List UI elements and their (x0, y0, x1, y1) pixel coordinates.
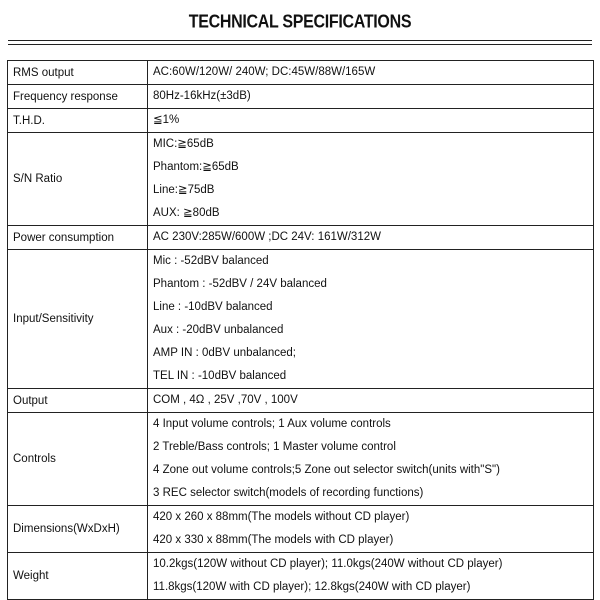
spec-value-line: ≦1% (153, 114, 180, 126)
table-row (8, 506, 594, 553)
spec-value-line: AC:60W/120W/ 240W; DC:45W/88W/165W (153, 66, 376, 78)
spec-value (148, 133, 594, 226)
table-row (8, 553, 594, 600)
title-rule-bottom (8, 44, 592, 45)
spec-value (148, 506, 594, 553)
table-row (8, 61, 594, 85)
spec-value-line: Aux : -20dBV unbalanced (153, 324, 284, 336)
spec-label: Dimensions(WxDxH) (8, 506, 148, 553)
table-row (8, 250, 594, 389)
table-row (8, 133, 594, 226)
spec-label: T.H.D. (8, 109, 148, 133)
spec-value-line: 3 REC selector switch(models of recording functions) (153, 487, 424, 499)
spec-label: Weight (8, 553, 148, 600)
spec-value (148, 413, 594, 506)
spec-label: Power consumption (8, 226, 148, 250)
spec-label: Controls (8, 413, 148, 506)
spec-label: Output (8, 389, 148, 413)
spec-value-line: AC 230V:285W/600W ;DC 24V: 161W/312W (153, 231, 381, 243)
spec-value-line: 4 Input volume controls; 1 Aux volume controls (153, 418, 391, 430)
spec-label: S/N Ratio (8, 133, 148, 226)
spec-value (148, 109, 594, 133)
table-row (8, 109, 594, 133)
spec-value-line: 420 x 260 x 88mm(The models without CD player) (153, 511, 410, 523)
spec-value (148, 389, 594, 413)
page-title: TECHNICAL SPECIFICATIONS (188, 12, 412, 33)
spec-value (148, 553, 594, 600)
spec-value-line: Line:≧75dB (153, 184, 215, 196)
table-row (8, 413, 594, 506)
spec-value-line: 80Hz-16kHz(±3dB) (153, 90, 251, 102)
spec-value-line: TEL IN : -10dBV balanced (153, 370, 287, 382)
spec-value (148, 85, 594, 109)
spec-label: RMS output (8, 61, 148, 85)
spec-value-line: Phantom : -52dBV / 24V balanced (153, 278, 327, 290)
table-row (8, 85, 594, 109)
table-row (8, 389, 594, 413)
spec-value-line: 10.2kgs(120W without CD player); 11.0kgs(240W without CD player) (153, 558, 503, 570)
spec-value (148, 226, 594, 250)
spec-label: Frequency response (8, 85, 148, 109)
spec-value-line: 2 Treble/Bass controls; 1 Master volume control (153, 441, 396, 453)
spec-value-line: Line : -10dBV balanced (153, 301, 273, 313)
table-row (8, 226, 594, 250)
spec-table (7, 60, 594, 600)
spec-value-line: COM , 4Ω , 25V ,70V , 100V (153, 394, 298, 406)
spec-value-line: AUX: ≧80dB (153, 207, 220, 219)
spec-value-line: 11.8kgs(120W with CD player); 12.8kgs(240W with CD player) (153, 581, 471, 593)
spec-value-line: MIC:≧65dB (153, 138, 214, 150)
spec-label: Input/Sensitivity (8, 250, 148, 389)
spec-value (148, 250, 594, 389)
spec-value-line: Mic : -52dBV balanced (153, 255, 269, 267)
title-rule-top (8, 40, 592, 41)
spec-value-line: AMP IN : 0dBV unbalanced; (153, 347, 296, 359)
spec-value-line: Phantom:≧65dB (153, 161, 239, 173)
spec-value (148, 61, 594, 85)
spec-value-line: 4 Zone out volume controls;5 Zone out selector switch(units with"S") (153, 464, 500, 476)
spec-value-line: 420 x 330 x 88mm(The models with CD player) (153, 534, 394, 546)
